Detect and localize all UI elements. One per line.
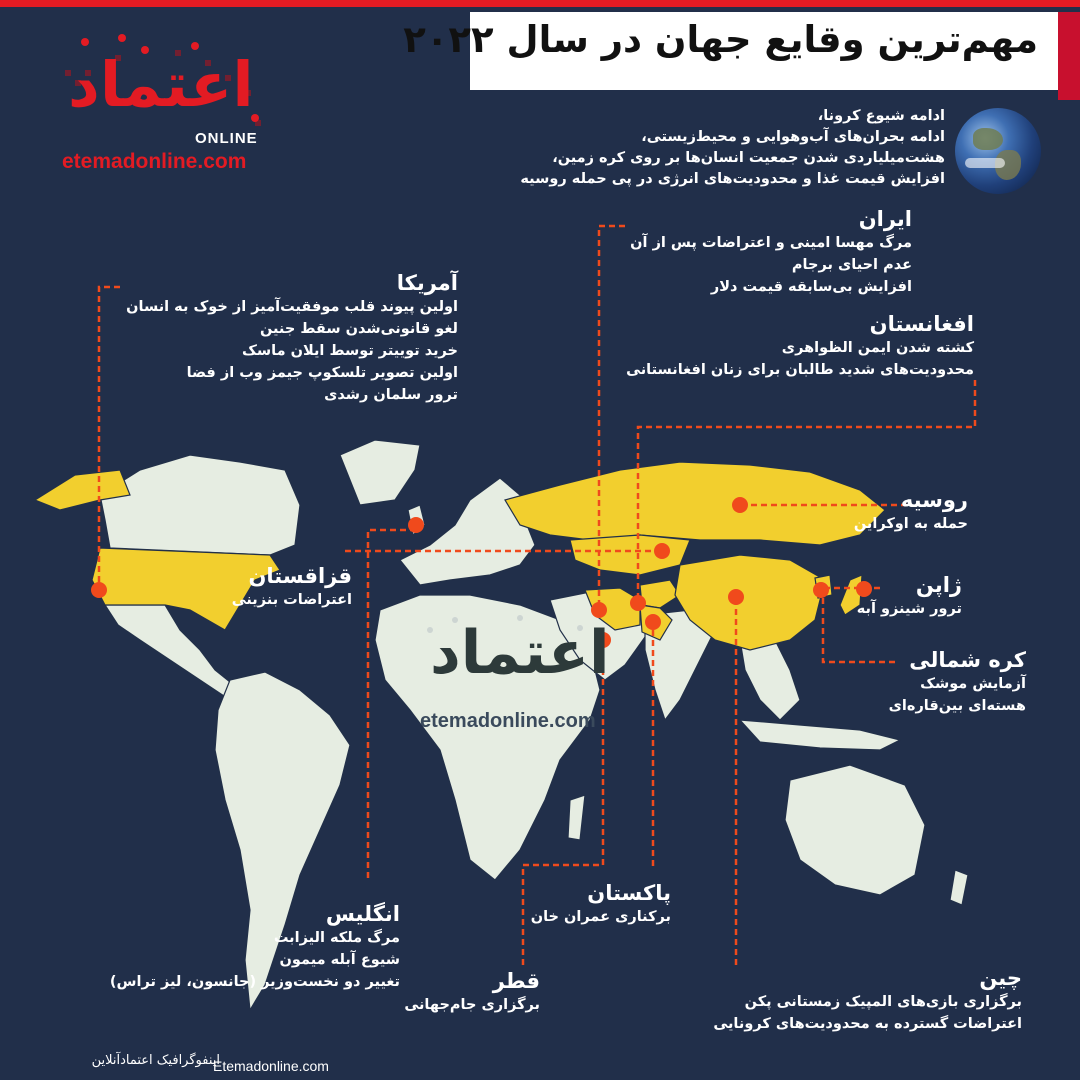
earth-globe-icon [955,108,1041,194]
intro-line: ادامه بحران‌های آب‌وهوایی و محیط‌زیستی، [641,129,945,145]
china-item: برگزاری بازی‌های المپیک زمستانی پکن [744,994,1022,1010]
afghanistan-marker[interactable] [630,595,646,611]
north-korea-item: هسته‌ای بین‌قاره‌ای [888,698,1026,714]
england-marker[interactable] [408,517,424,533]
kazakhstan-title: قزاقستان [248,564,352,588]
japan-title: ژاپن [915,573,962,597]
footer-credit: اینفوگرافیک اعتمادآنلاین [91,1053,220,1068]
america-item: لغو قانونی‌شدن سقط جنین [259,321,458,337]
intro-text [425,106,945,190]
logo-online-label: ONLINE [195,130,258,147]
north-korea-title: کره شمالی [909,648,1026,672]
england-title: انگلیس [325,902,400,926]
england-item: تغییر دو نخست‌وزیر (جانسون، لیز تراس) [109,974,400,990]
north-korea-marker[interactable] [813,582,829,598]
page-title: مهم‌ترین وقایع جهان در سال ۲۰۲۲ [403,18,1038,61]
pakistan-callout [531,880,671,928]
kazakhstan-highlight [570,535,690,575]
pakistan-item: برکناری عمران خان [530,909,671,925]
afghanistan-item: محدودیت‌های شدید طالبان برای زنان افغانستانی [626,362,974,378]
iran-item: عدم احیای برجام [791,257,912,273]
pakistan-title: پاکستان [587,881,671,905]
new-zealand-shape [950,870,968,905]
intro-line: هشت‌میلیاردی شدن جمعیت انسان‌ها بر روی کره زمین، [552,150,945,166]
afghanistan-callout [626,311,974,381]
australia-shape [785,765,925,895]
afghanistan-item: کشته شدن ایمن الظواهری [781,340,974,356]
intro-line: افزایش قیمت غذا و محدودیت‌های انرژی در پی حمله روسیه [520,171,945,187]
canada-shape [100,455,300,555]
pakistan-marker[interactable] [645,614,661,630]
china-title: چین [979,966,1022,990]
watermark-wordmark: اعتماد [430,618,610,688]
russia-item: حمله به اوکراین [853,516,968,532]
england-item: شیوع آبله میمون [279,952,400,968]
logo-wordmark: اعتماد [68,48,254,121]
afghanistan-highlight [640,580,680,608]
russia-callout [854,487,968,535]
kazakhstan-callout [232,563,352,611]
qatar-title: قطر [492,969,540,993]
kazakhstan-marker[interactable] [654,543,670,559]
china-callout [713,965,1022,1035]
qatar-callout [404,968,540,1016]
china-marker[interactable] [728,589,744,605]
america-item: اولین تصویر تلسکوپ جیمز وب از فضا [186,365,458,381]
footer-website[interactable]: Etemadonline.com [213,1058,329,1074]
qatar-item: برگزاری جام‌جهانی [404,997,540,1013]
america-title: آمریکا [396,271,458,295]
england-item: مرگ ملکه الیزابت [273,930,400,946]
kazakhstan-item: اعتراضات بنزینی [231,592,352,608]
russia-title: روسیه [900,488,968,512]
russia-marker[interactable] [732,497,748,513]
southeast-asia-shape [740,640,800,720]
japan-item: ترور شینزو آبه [856,601,962,617]
iran-callout [630,206,912,298]
america-item: خرید توییتر توسط ایلان ماسک [242,343,458,359]
america-marker[interactable] [91,582,107,598]
madagascar-shape [568,795,585,840]
america-item: ترور سلمان رشدی [324,387,458,403]
england-callout [110,901,400,993]
china-item: اعتراضات گسترده به محدودیت‌های کرونایی [713,1016,1022,1032]
iran-title: ایران [858,207,912,231]
america-item: اولین پیوند قلب موفقیت‌آمیز از خوک به انسان [126,299,458,315]
intro-line: ادامه شیوع کرونا، [817,108,945,124]
russia-highlight [505,462,885,545]
japan-callout [857,572,962,620]
north-korea-item: آزمایش موشک [920,676,1026,692]
greenland-shape [340,440,420,505]
watermark-url: etemadonline.com [420,710,596,732]
afghanistan-title: افغانستان [869,312,974,336]
north-korea-callout [889,647,1026,717]
indonesia-shape [740,720,900,750]
iran-item: مرگ مهسا امینی و اعتراضات پس از آن [630,235,912,251]
logo-url[interactable]: etemadonline.com [62,150,247,173]
iran-item: افزایش بی‌سابقه قیمت دلار [710,279,912,295]
america-callout [126,270,458,406]
title-accent [1058,12,1080,100]
